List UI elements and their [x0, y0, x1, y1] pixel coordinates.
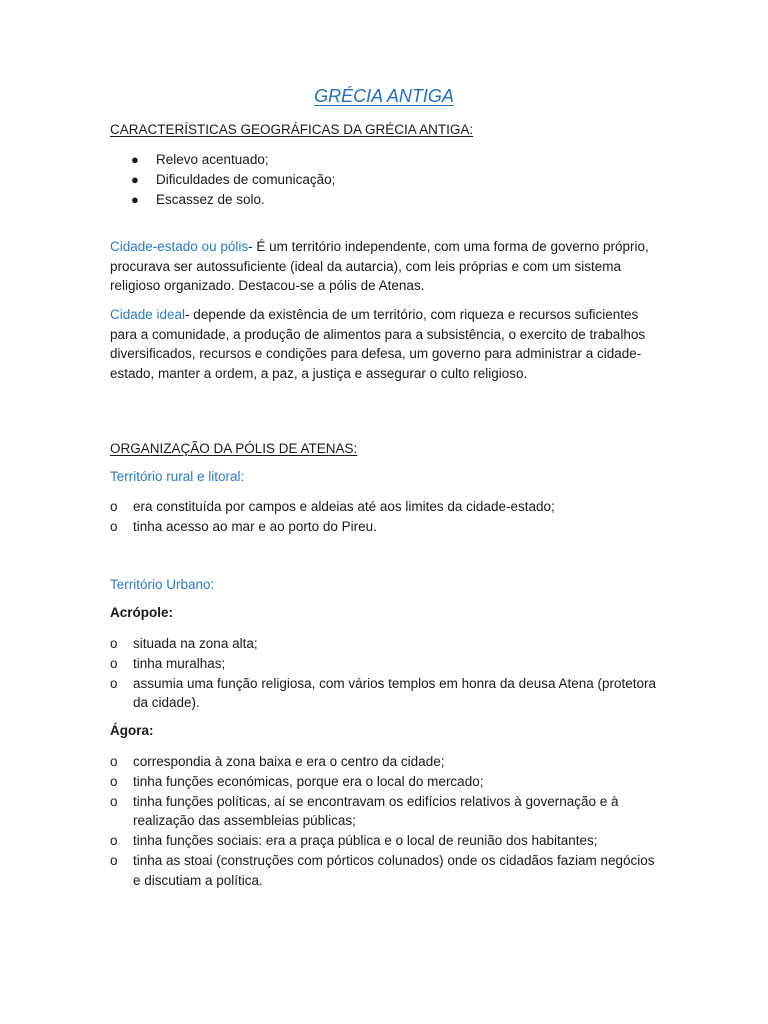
list-item	[110, 752, 660, 772]
list-item	[110, 851, 660, 891]
agora-list	[110, 752, 660, 891]
list-item-text: tinha funções políticas, aí se encontravam os edifícios relativos à governação e à realização das assembleias públicas;	[133, 793, 619, 829]
list-item-text: Escassez de solo.	[156, 192, 265, 207]
circle-bullet-icon: o	[110, 518, 118, 534]
bullet-icon: ●	[131, 192, 139, 207]
list-item-text: tinha funções económicas, porque era o local do mercado;	[133, 773, 484, 789]
geo-heading-text: CARACTERÍSTICAS GEOGRÁFICAS DA GRÉCIA ANTIGA:	[110, 122, 474, 137]
list-item	[110, 792, 660, 832]
list-item-text: Relevo acentuado;	[156, 152, 269, 167]
list-item-text: era constituída por campos e aldeias até aos limites da cidade-estado;	[133, 499, 555, 514]
ideal-text: - depende da existência de um território, com riqueza e recursos suficientes para a comunidade, a produção de alimentos para a subsistência, o exercito de trabalhos diversificados, recursos e condições para defesa, um governo para administrar a cidade-estado, manter a ordem, a paz, a justiça e assegurar o culto religioso.	[110, 307, 646, 381]
circle-bullet-icon: o	[110, 499, 118, 514]
polis-text: - É um território independente, com uma forma de governo próprio, procurava ser autossuficiente (ideal da autarcia), com leis próprias e com um sistema religioso organizado. Destacou-se a pólis de Atenas.	[110, 239, 649, 294]
list-item-text: correspondia à zona baixa e era o centro da cidade;	[133, 754, 445, 769]
circle-bullet-icon: o	[110, 852, 118, 868]
list-item	[110, 831, 660, 851]
bullet-icon: ●	[131, 152, 139, 167]
geo-list	[110, 150, 660, 210]
agora-heading: Ágora:	[110, 723, 154, 738]
list-item-text: situada na zona alta;	[133, 636, 258, 651]
acropole-list	[110, 634, 660, 713]
org-heading	[110, 441, 660, 456]
list-item	[110, 190, 660, 210]
rural-list	[110, 497, 660, 537]
list-item-text: tinha as stoai (construções com pórticos colunados) onde os cidadãos faziam negócios e discutiam a política.	[133, 852, 655, 888]
page-title: GRÉCIA ANTIGA	[314, 86, 454, 106]
acropole-heading: Acrópole:	[110, 605, 174, 620]
list-item-text: tinha muralhas;	[133, 655, 226, 671]
polis-paragraph	[110, 237, 660, 296]
list-item	[110, 654, 660, 674]
ideal-paragraph	[110, 305, 660, 383]
circle-bullet-icon: o	[110, 655, 118, 671]
urban-heading: Território Urbano:	[110, 577, 215, 592]
bullet-icon: ●	[131, 172, 139, 187]
rural-heading: Território rural e litoral:	[110, 469, 245, 484]
list-item	[110, 170, 660, 190]
list-item-text: tinha acesso ao mar e ao porto do Pireu.	[133, 518, 377, 534]
list-item	[110, 634, 660, 654]
circle-bullet-icon: o	[110, 773, 118, 789]
list-item	[110, 772, 660, 792]
circle-bullet-icon: o	[110, 754, 118, 769]
circle-bullet-icon: o	[110, 833, 118, 849]
geo-heading	[110, 122, 660, 137]
list-item	[110, 150, 660, 170]
circle-bullet-icon: o	[110, 675, 118, 691]
org-heading-text: ORGANIZAÇÃO DA PÓLIS DE ATENAS:	[110, 441, 358, 456]
list-item	[110, 674, 660, 714]
polis-term: Cidade-estado ou pólis	[110, 239, 249, 254]
circle-bullet-icon: o	[110, 636, 118, 651]
ideal-term: Cidade ideal	[110, 307, 186, 322]
list-item	[110, 497, 660, 517]
list-item-text: tinha funções sociais: era a praça pública e o local de reunião dos habitantes;	[133, 833, 598, 849]
circle-bullet-icon: o	[110, 793, 118, 809]
list-item-text: Dificuldades de comunicação;	[156, 172, 336, 187]
list-item	[110, 517, 660, 537]
list-item-text: assumia uma função religiosa, com vários templos em honra da deusa Atena (protetora da cidade).	[133, 675, 657, 711]
